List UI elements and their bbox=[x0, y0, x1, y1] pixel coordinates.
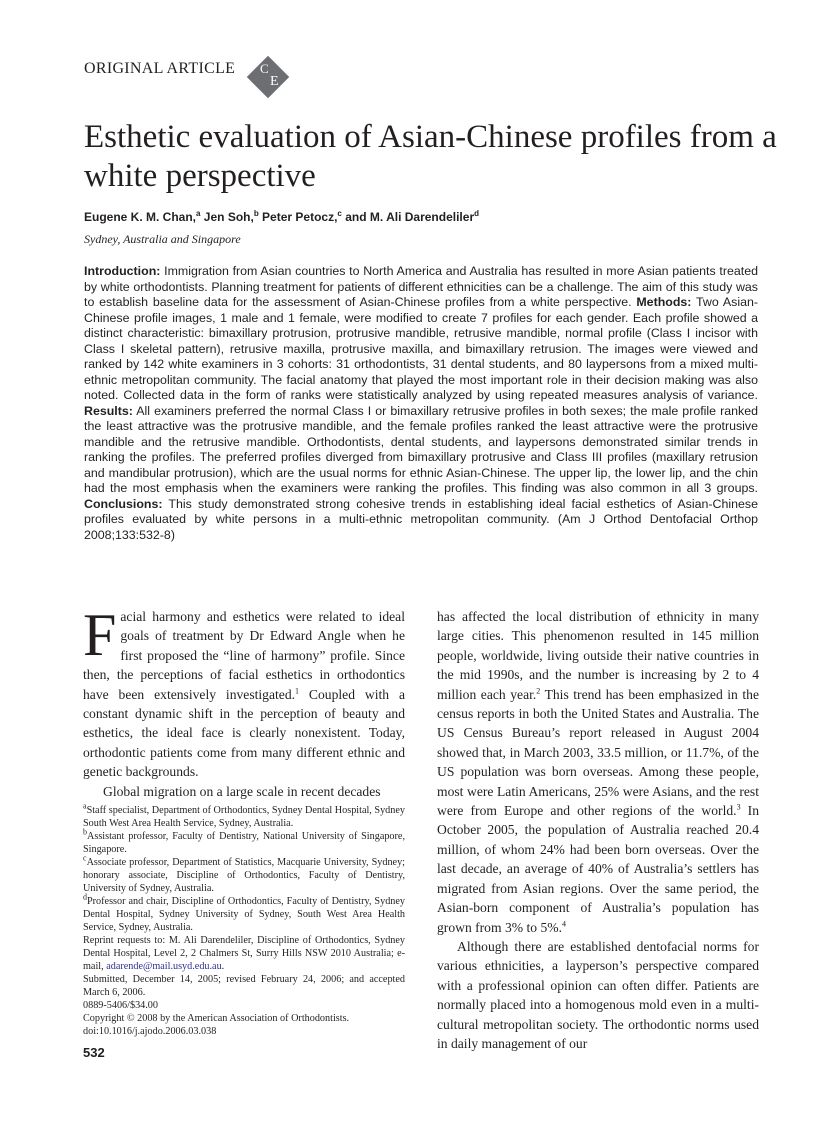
drop-cap: F bbox=[83, 602, 117, 668]
copyright: Copyright © 2008 by the American Association of Orthodontists. bbox=[83, 1013, 350, 1024]
abstract-text: All examiners preferred the normal Class I or bimaxillary retrusive profiles in both sexes; the male profile ranked the least attractive was the protrusive mandible, and the female profiles ranked the least attractive were the protrusive mandible and the retrusive mandible. Orthodontists, dental students, and laypersons demonstrated similar trends in ranking the profiles. The preferred profiles diverged from bimaxillary protrusive and Class III profiles (maxillary retrusion and mandibular protrusion), which are the usual norms for ethnic Asian-Chinese. The upper lip, the lower lip, and the chin had the most emphasis when the examiners were ranking the profiles. This finding was also common in all 3 groups. bbox=[84, 403, 758, 495]
logo-letter-e: E bbox=[270, 74, 279, 89]
author-affiliation: d bbox=[474, 209, 480, 218]
abstract-text: This study demonstrated strong cohesive trends in establishing ideal facial esthetics of Asian-Chinese profiles evaluated by white persons in a multi-ethnic metropolitan community. (Am J Orthod Dentofacial Orthop 2008;133:532-8) bbox=[84, 496, 758, 542]
author-list bbox=[84, 210, 479, 224]
footnote bbox=[83, 801, 405, 830]
issn: 0889-5406/$34.00 bbox=[83, 1000, 158, 1011]
footnote-marker: a bbox=[83, 801, 87, 811]
citation: 3 bbox=[736, 802, 741, 812]
author-affiliation: b bbox=[253, 209, 259, 218]
footnote bbox=[83, 892, 405, 934]
abstract-heading: Introduction: bbox=[84, 264, 161, 278]
footnote bbox=[83, 827, 405, 856]
body-column-right bbox=[437, 607, 759, 1053]
body-paragraph bbox=[437, 607, 759, 937]
submission-dates: Submitted, December 14, 2005; revised February 24, 2006; and accepted March 6, 2006. bbox=[83, 974, 405, 998]
body-paragraph: Although there are established dentofacial norms for various ethnicities, a layperson’s perspective compared with a professional opinion can often differ. Patients are normally placed into a homogenous mold even in a multi-cultural metropolitan society. The orthodontic norms used in daily management of our bbox=[437, 938, 759, 1051]
abstract-heading: Conclusions: bbox=[84, 496, 163, 511]
citation: 1 bbox=[295, 686, 300, 696]
body-paragraph bbox=[83, 602, 406, 782]
footnote bbox=[83, 853, 405, 895]
footnote-text: Professor and chair, Discipline of Orthodontics, Faculty of Dentistry, Sydney Dental Hospital, Sydney University of Sydney, South West Area Health Service, Sydney, Australia. bbox=[83, 896, 405, 933]
abstract-heading: Methods: bbox=[636, 295, 692, 309]
text: In October 2005, the population of Australia reached 20.4 million, of whom 24% had been born overseas. Over the last decade, an average of 40% of Australia’s settlers has migrated from Asian regions. Over the same period, the Asian-born component of Australia’s population has grown from 3% to 5%. bbox=[437, 803, 759, 935]
reprint-requests bbox=[83, 934, 405, 973]
email-link[interactable]: adarende@mail.usyd.edu.au bbox=[106, 961, 222, 972]
text: acial harmony and esthetics were related to ideal goals of treatment by Dr Edward Angle when he first proposed the “line of harmony” profile. Since then, the perceptions of facial esthetics in orthodontics have been extensively investigated. bbox=[83, 609, 405, 702]
text: . bbox=[221, 961, 225, 972]
article-title: Esthetic evaluation of Asian-Chinese profiles from a white perspective bbox=[84, 119, 777, 194]
page-number: 532 bbox=[83, 1045, 105, 1060]
abstract-heading: Results: bbox=[84, 403, 133, 418]
footnotes bbox=[83, 801, 405, 1038]
citation: 2 bbox=[536, 686, 541, 696]
author: Eugene K. M. Chan, bbox=[84, 210, 197, 224]
text: has affected the local distribution of ethnicity in many large cities. This phenomenon resulted in 145 million people, worldwide, living outside their native countries in the mid 1990s, and the number is increasing by 2 to 4 million each year. bbox=[437, 609, 759, 702]
footnote-marker: b bbox=[83, 827, 87, 837]
citation: 4 bbox=[561, 918, 566, 928]
logo-letter-c: C bbox=[260, 61, 269, 76]
footnote-text: Assistant professor, Faculty of Dentistry, National University of Singapore, Singapore. bbox=[83, 831, 405, 855]
body-column-left bbox=[83, 602, 406, 801]
author: Jen Soh, bbox=[200, 210, 254, 224]
doi: doi:10.1016/j.ajodo.2006.03.038 bbox=[83, 1026, 217, 1037]
reprint-text: Reprint requests to: M. Ali Darendeliler, Discipline of Orthodontics, Sydney Dental Hospital, Level 2, 2 Chalmers St, Surry Hills NSW 2010 Australia; e-mail, bbox=[83, 935, 405, 972]
footnote-text: Staff specialist, Department of Orthodontics, Sydney Dental Hospital, Sydney South West Area Health Service, Sydney, Australia. bbox=[83, 805, 405, 829]
author: Peter Petocz, bbox=[258, 210, 338, 224]
abstract-text: Two Asian-Chinese profile images, 1 male and 1 female, were modified to create 7 profiles for each gender. Each profile showed a distinct characteristic: bimaxillary protrusion, protrusive mandible, retrusive mandible, normal profile (Class I incisor with Class I skeletal pattern), retrusive maxilla, protrusive maxilla, and bimaxillary retrusion. The images were viewed and ranked by 142 white examiners in 3 cohorts: 31 orthodontists, 31 dental students, and 80 laypersons from a mixed multi-ethnic metropolitan community. The facial anatomy that played the most important role in their decision making was also noted. Collected data in the form of ranks were statistically analyzed by using repeated measures analysis of variance. bbox=[84, 295, 758, 402]
text: Coupled with a constant dynamic shift in the perception of beauty and esthetics, the ideal face is clearly nonexistent. Today, orthodontic patients come from many different ethnic and genetic backgrounds. bbox=[83, 686, 406, 780]
author: and M. Ali Darendeliler bbox=[341, 210, 475, 224]
author-location: Sydney, Australia and Singapore bbox=[84, 232, 241, 246]
author-affiliation: c bbox=[337, 209, 342, 218]
body-paragraph: Global migration on a large scale in recent decades bbox=[103, 783, 381, 799]
section-label: ORIGINAL ARTICLE bbox=[84, 60, 236, 77]
text: This trend has been emphasized in the census reports in both the United States and Australia. The US Census Bureau’s report released in August 2004 showed that, in March 2003, 33.5 million, or 11.7%, of the US population was born overseas. Among these people, most were Latin Americans, 25% were Asians, and the rest were from Europe and other regions of the world. bbox=[437, 686, 759, 819]
footnote-text: Associate professor, Department of Statistics, Macquarie University, Sydney; honorary associate, Discipline of Orthodontics, Faculty of Dentistry, University of Sydney, Australia. bbox=[83, 857, 405, 894]
abstract-text: Immigration from Asian countries to North America and Australia has resulted in more Asian patients treated by white orthodontists. Planning treatment for patients of different ethnicities can be a challenge. The aim of this study was to establish baseline data for the assessment of Asian-Chinese profiles from a white perspective. bbox=[84, 264, 758, 309]
author-affiliation: a bbox=[196, 209, 201, 218]
footnote-marker: c bbox=[83, 853, 87, 863]
abstract bbox=[84, 264, 758, 543]
footnote-marker: d bbox=[83, 892, 87, 902]
